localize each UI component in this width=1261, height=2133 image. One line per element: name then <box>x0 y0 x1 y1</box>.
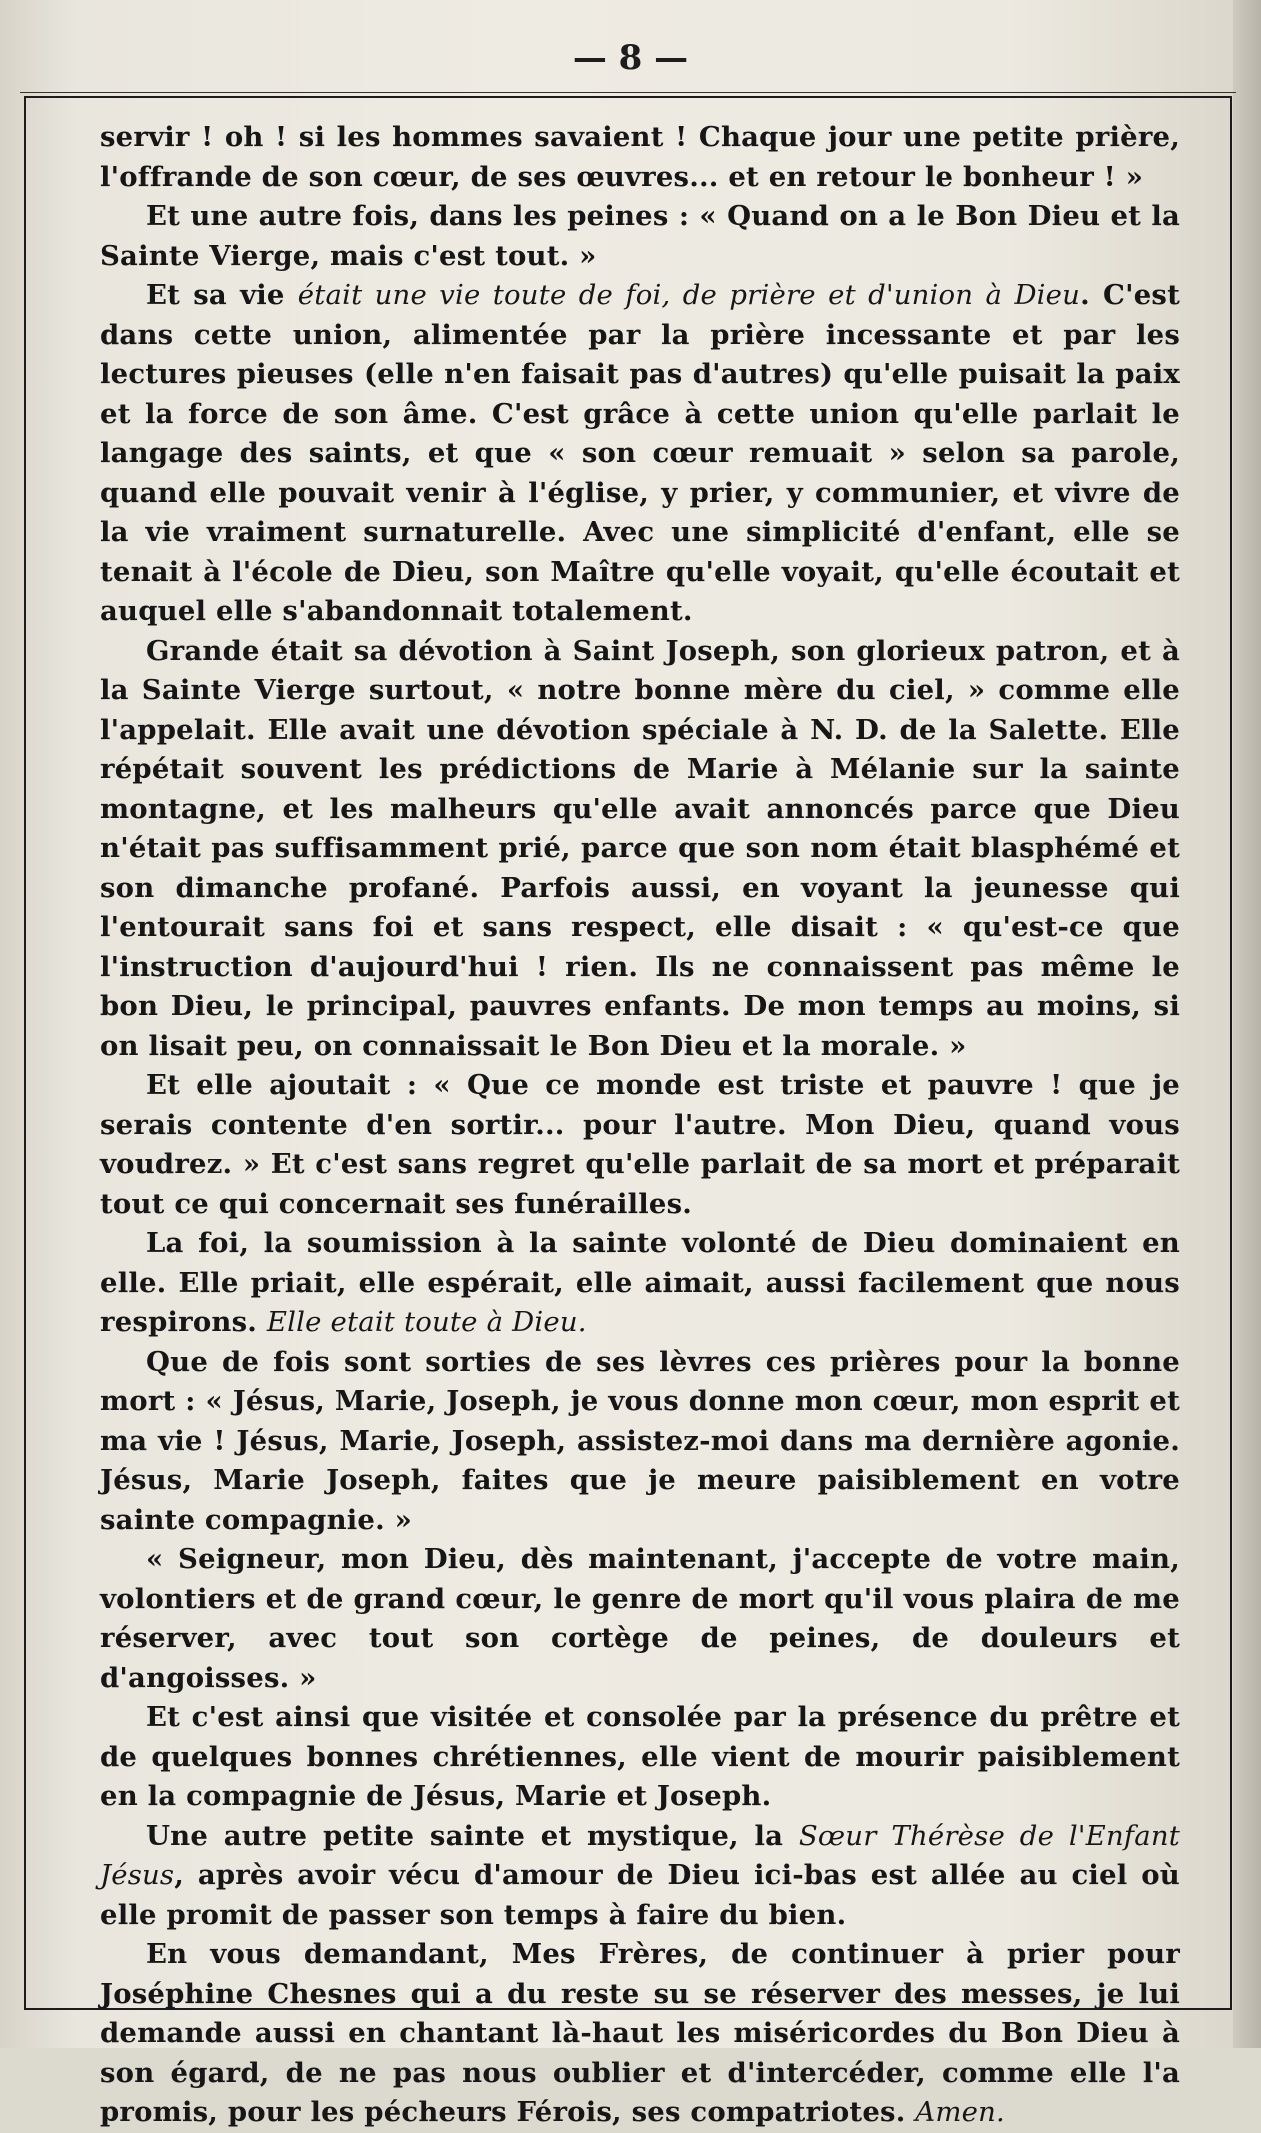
paragraph <box>100 1698 1180 1817</box>
paragraph <box>100 197 1180 276</box>
text-run: En vous demandant, Mes Frères, de continuer à prier pour Joséphine Chesnes qui a du reste su se réserver des messes, je lui demande aussi en chantant là-haut les miséricordes du Bon Dieu à son égard, de ne pas nous oublier et d'intercéder, comme elle l'a promis, pour les pécheurs Férois, ses compatriotes. <box>100 1938 1180 2128</box>
text-run: , après avoir vécu d'amour de Dieu ici-bas est allée au ciel où elle promit de passer son temps à faire du bien. <box>100 1859 1180 1931</box>
paragraph <box>100 1935 1180 2133</box>
text-run: Que de fois sont sorties de ses lèvres ces prières pour la bonne mort : « Jésus, Marie, Joseph, je vous donne mon cœur, mon esprit et ma vie ! Jésus, Marie, Joseph, assistez-moi dans ma dernière agonie. Jésus, Marie Joseph, faites que je meure paisiblement en votre sainte compagnie. » <box>100 1345 1180 1536</box>
text-run: Et sa vie <box>146 279 298 311</box>
text-run: Une autre petite sainte et mystique, la <box>146 1819 799 1852</box>
paragraph <box>100 276 1180 632</box>
text-run: « Seigneur, mon Dieu, dès maintenant, j'accepte de votre main, volontiers et de grand cœur, le genre de mort qu'il vous plaira de me réserver, avec tout son cortège de peines, de douleurs et d'angoisses. » <box>100 1543 1180 1694</box>
text-run: servir ! oh ! si les hommes savaient ! Chaque jour une petite prière, l'offrande de son cœur, de ses œuvres... et en retour le bonheur ! » <box>100 121 1180 193</box>
paragraph <box>100 1066 1180 1224</box>
text-run: Et une autre fois, dans les peines : « Quand on a le Bon Dieu et la Sainte Vierge, mais c'est tout. » <box>100 200 1180 272</box>
italic-text: Amen. <box>915 2096 1005 2128</box>
page-edge <box>1233 0 1261 2048</box>
italic-text: Sœur Thérèse de l'Enfant Jésus <box>100 1819 1180 1891</box>
text-run: La foi, la soumission à la sainte volonté de Dieu dominaient en elle. Elle priait, elle espérait, elle aimait, aussi facilement que nous respirons. <box>100 1227 1180 1338</box>
paragraph <box>100 1224 1180 1343</box>
page-number: — 8 — <box>572 38 689 78</box>
paragraph <box>100 1540 1180 1698</box>
body-text <box>100 118 1180 2133</box>
text-run: . C'est dans cette union, alimentée par la prière incessante et par les lectures pieuses (elle n'en faisait pas d'autres) qu'elle puisait la paix et la force de son âme. C'est grâce à cette union qu'elle parlait le langage des saints, et que « son cœur remuait » selon sa parole, quand elle pouvait venir à l'église, y prier, y communier, et vivre de la vie vraiment surnaturelle. Avec une simplicité d'enfant, elle se tenait à l'école de Dieu, son Maître qu'elle voyait, qu'elle écoutait et auquel elle s'abandonnait totalement. <box>100 279 1180 627</box>
paragraph <box>100 632 1180 1067</box>
text-run: Et c'est ainsi que visitée et consolée par la présence du prêtre et de quelques bonnes chrétiennes, elle vient de mourir paisiblement en la compagnie de Jésus, Marie et Joseph. <box>100 1701 1180 1812</box>
italic-text: Elle etait toute à Dieu. <box>266 1306 587 1338</box>
paragraph <box>100 118 1180 197</box>
paragraph <box>100 1343 1180 1541</box>
text-run: Et elle ajoutait : « Que ce monde est triste et pauvre ! que je serais contente d'en sortir... pour l'autre. Mon Dieu, quand vous voudrez. » Et c'est sans regret qu'elle parlait de sa mort et préparait tout ce qui concernait ses funérailles. <box>100 1069 1180 1220</box>
text-run: Grande était sa dévotion à Saint Joseph, son glorieux patron, et à la Sainte Vierge surtout, « notre bonne mère du ciel, » comme elle l'appelait. Elle avait une dévotion spéciale à N. D. de la Salette. Elle répétait souvent les prédictions de Marie à Mélanie sur la sainte montagne, et les malheurs qu'elle avait annoncés parce que Dieu n'était pas suffisamment prié, parce que son nom était blasphémé et son dimanche profané. Parfois aussi, en voyant la jeunesse qui l'entourait sans foi et sans respect, elle disait : « qu'est-ce que l'instruction d'aujourd'hui ! rien. Ils ne connaissent pas même le bon Dieu, le principal, pauvres enfants. De mon temps au moins, si on lisait peu, on connaissait le Bon Dieu et la morale. » <box>100 634 1180 1062</box>
italic-text: était une vie toute de foi, de prière et d'union à Dieu <box>297 279 1081 311</box>
paragraph <box>100 1817 1180 1936</box>
